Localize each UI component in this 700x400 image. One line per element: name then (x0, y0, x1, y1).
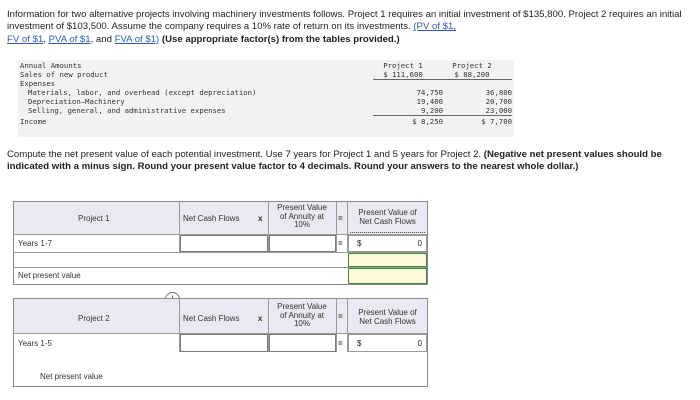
equals-sign: = (338, 339, 343, 348)
pv-total-input[interactable] (348, 253, 427, 267)
task-instructions (7, 149, 695, 174)
fin-row-label: Materials, labor, and overhead (except depreciation) (28, 88, 257, 97)
pv-table-link[interactable]: (PV of $1, (413, 21, 457, 33)
task-text: Compute the net present value of each potential investment. Use 7 years for Project 1 and 5 years for Project 2. (7, 149, 484, 160)
dollar-sign: $ (357, 239, 362, 248)
project2-header: Project 2 (452, 61, 492, 70)
project1-title: Project 1 (78, 214, 110, 223)
intro-text: Information for two alternative projects involving machinery investments follows. Project 1 requires an initial investment of $135,800. Project 2 requires an initial investment of $103,500. Assume the company requires a 10% rate of return on its investments. (7, 9, 682, 33)
project1-value: 9,200 (421, 106, 443, 115)
pv-factor-input[interactable] (269, 235, 336, 252)
net-cash-flows-input[interactable] (180, 235, 268, 252)
equals-sign: = (338, 312, 343, 321)
project2-sales: $ 88,200 (454, 70, 490, 79)
pv-annuity-header: Present Value of Annuity at 10% (277, 203, 327, 230)
project2-value: 20,700 (485, 97, 512, 106)
pva-table-link[interactable]: PVA of $1 (48, 33, 91, 45)
fin-row-label: Selling, general, and administrative expenses (28, 106, 226, 115)
pv-factor-input[interactable] (269, 334, 336, 352)
pv-result-value: 0 (417, 339, 422, 348)
divider (442, 115, 512, 116)
pv-result-cell (348, 235, 427, 252)
fva-table-link[interactable]: FVA of $1) (114, 33, 160, 45)
pv-net-cash-header: Present Value of Net Cash Flows (358, 208, 417, 226)
intro-and: and (95, 33, 112, 45)
pv-result-value: 0 (417, 239, 422, 248)
problem-intro: Information for two alternative projects involving machinery investments follows. Project 1 requires an initial investment of $135,800. Project 2 requires an initial investment of $103,500. Assume the company requires a 10% rate of return on its investments. (PV of $1, FV of $1, PVA of $1, and FVA of $1) (Use appropriate factor(s) from the tables provided.) (7, 9, 682, 45)
project1-value: 74,750 (416, 88, 443, 97)
divider (442, 79, 512, 80)
multiply-sign: x (258, 214, 263, 223)
fin-row-label: Depreciation—Machinery (28, 97, 125, 106)
dollar-sign: $ (357, 339, 362, 348)
task-rounding-note: (Negative net present values should be indicated with a minus sign. Round your present value factor to 4 decimals. Round your answers to the nearest whole dollar.) (7, 149, 662, 173)
project1-header: Project 1 (383, 61, 423, 70)
fin-row-label: Annual Amounts (20, 61, 82, 70)
net-cash-flows-header: Net Cash Flows (183, 314, 240, 323)
project1-worksheet (13, 201, 428, 285)
npv-input[interactable] (348, 268, 427, 284)
fv-table-link[interactable]: FV of $1 (7, 33, 44, 45)
project1-sales: $ 111,600 (383, 70, 423, 79)
pv-result-cell (348, 334, 427, 352)
years-row-label: Years 1-7 (18, 239, 52, 248)
project1-value: 19,400 (416, 97, 443, 106)
npv-label: Net present value (18, 271, 81, 280)
divider (373, 79, 443, 80)
pv-net-cash-header: Present Value of Net Cash Flows (358, 308, 417, 326)
multiply-sign: x (258, 314, 263, 323)
intro-instruction: (Use appropriate factor(s) from the tables provided.) (161, 33, 400, 45)
project2-title: Project 2 (78, 314, 110, 323)
divider (373, 115, 443, 116)
project2-value: 36,800 (485, 88, 512, 97)
net-cash-flows-header: Net Cash Flows (183, 214, 240, 223)
npv-label: Net present value (40, 372, 103, 381)
project1-income: $ 8,250 (412, 117, 443, 126)
equals-sign: = (338, 239, 343, 248)
pv-annuity-header: Present Value of Annuity at 10% (277, 302, 327, 329)
fin-row-label: Expenses (20, 79, 56, 88)
years-row-label: Years 1-5 (18, 339, 52, 348)
equals-sign: = (338, 214, 343, 223)
project2-worksheet (13, 298, 428, 387)
project2-income: $ 7,700 (481, 117, 512, 126)
financial-data-table (18, 60, 514, 137)
dotted-rule (350, 232, 425, 233)
fin-row-label: Income (20, 117, 47, 126)
fin-row-label: Sales of new product (20, 70, 108, 79)
net-cash-flows-input[interactable] (180, 334, 268, 352)
project2-value: 23,000 (485, 106, 512, 115)
